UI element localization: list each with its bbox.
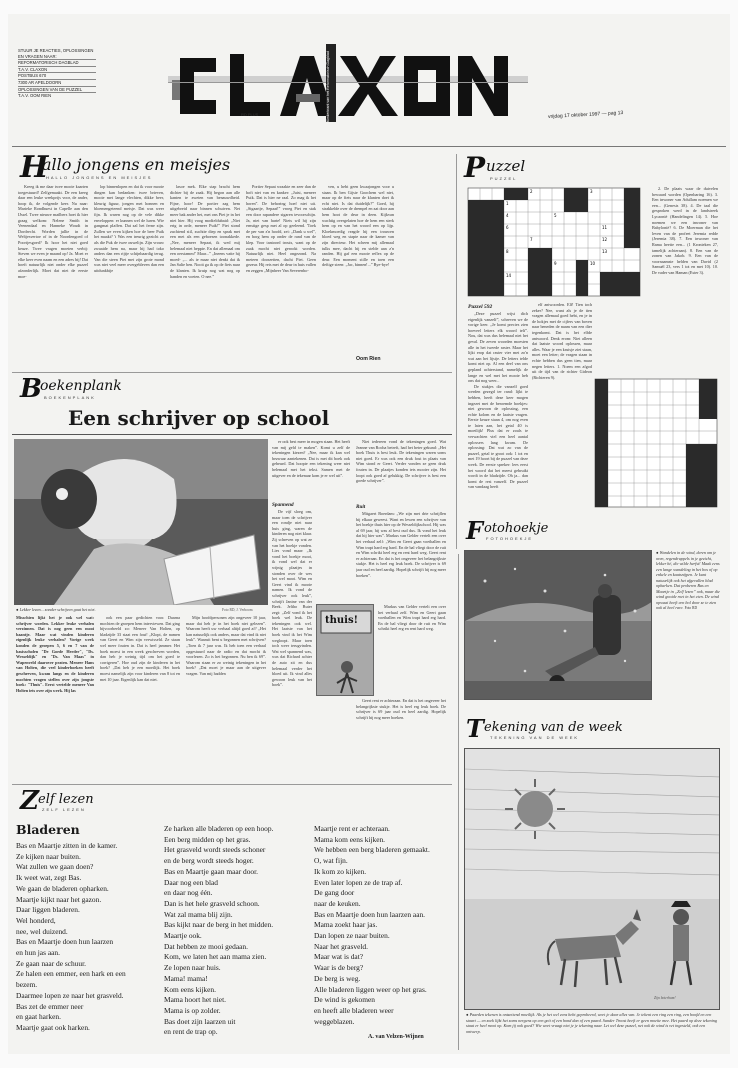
boeken-column: Mijn hoofdpersonen zijn ongeveer 10 jaar, maar dat heb je in het boek niet gelezen”. Waarom heeft uw verhaal altijd goed af? „Het kan natuurlijk ook anders, maar dat vind ik niet leuk”. Waaruit bent u begonnen met schrijven? „Toen ik 7 jaar was. Ik heb toen een verhaal opgestuurd naar de radio en dat mocht ik voorlezen. Zo is het begonnen. Nu ben ik 69”. Waarom staan er zo weinig tekeningen in het boek? „Dat moet je maar aan de uitgever vragen. Van mij hadden: [186, 615, 266, 676]
poem-line: O, wat fijn.: [314, 856, 348, 866]
poem-line: Daar nog een blad: [164, 877, 218, 887]
poem-line: Maartje rent er achteraan.: [314, 824, 390, 833]
tekening-caption-text: Paarden tekenen is ontzettend moeilijk. Als je het wel eens hebt geprobeerd, weet je daar alles van. Je tekent een ring een ring, een hoofd en een staart — en zoek lijkt het soms nergens op een geit of een hond dan of een paard. Sander Troost heeft er geen moeite mee. Het paard op deze tekening staat er heel mooi op. Kom jij ook goed? Wie weet vraagt niet je je tekening naar. Let wel deze puzzel, net ook de wind is vet ingesteld, ook een ontwerp.: [466, 1012, 717, 1034]
photo-caption: ● Lekker lezen... zonder schrijven gaat het niet.: [16, 607, 96, 612]
poem-line: Ze lopen naar huis.: [164, 963, 221, 973]
logo-small: RD PLUS: [241, 112, 259, 117]
crossword-svg: [466, 186, 642, 298]
photo-caption-text: Lekker lezen... zonder schrijven gaat het niet.: [19, 607, 96, 612]
child-drawing-horse: [464, 748, 720, 1010]
puzzel-column: 2. De plaats waar de duivelen bewaard worden (Openbaring 16). 3. Een inwoner van Adullam noemen we een... (Genesis 38). 4. De taal die gesproken werd in de landstreek Lycaonië (Handelingen 14). 5. Hoe noemen we een inwoner van Babylonië? 6. De Moerman die het leven van de profeet Jeremia redde (Jeremia 38). 7. Een inwoner van Rama heette een... (1 Kronieken 27, tamelijk achteraan). 8. Een van de zonen van Jakob. 9. Een van de voornaamste helden van David (2 Samuël 23, vers 1 tot en met 10). 10. De vader van Haman (Ester 3).: [652, 186, 718, 275]
poem-line: en heeft alle bladeren weer: [314, 1005, 394, 1015]
bullet-icon: ●: [466, 1012, 470, 1017]
poem-line: Naar het grasveld.: [314, 941, 368, 951]
boeken-initial: B: [20, 374, 42, 404]
hallo-signature: Oom Rien: [356, 356, 381, 362]
hallo-column: lasoe mek. Elke stap bracht hem dichter bij de zaak. Hij begon aan alle kanten te zweten van benauwdheid. Fijne, hoor! De portier zag hem uitgebreid naar binnen schuiven. Net meer bak ander het, met ons Piet je in het niet hier. Hij voog modieldubaid: „Niet erig in orde, meneer Puik!” Piet stond zuchtend stil, zuchtte diep en sprak met een met als een geboesen toonakkede. „Nee, meneer Sepaat, ik wed mij helemaal niet heppie. En dat allemaal om een oerstamm!’ Maar...” „Ineens vatte hij moed- „... als ie maar niet denkt dat ik Jan Salie ben. Nooit ga ik op de fiets naar de klanten. Ik kruip nog wat nog op handen en voeten. O nee.”: [170, 184, 240, 279]
headline-rule: [12, 434, 452, 435]
address-line: T.A.V. CLAXON: [18, 67, 96, 74]
foto-initial: F: [466, 516, 484, 545]
address-line: REFORMATORISCH DAGBLAD: [18, 60, 96, 67]
poem-line: De gang door: [314, 888, 355, 898]
tekening-credit: Zijn boterham!: [654, 996, 676, 1000]
zelf-subtitle: ZELF LEZEN: [42, 807, 86, 812]
poem-line: Ik kom zo kijken.: [314, 866, 367, 876]
poem-line: Maartje kijkt naar het gazon.: [16, 894, 102, 904]
hallo-column: ven, u hebt geen kwaajongen voor u staan. Ik ben Gijsie Goochem wel niet, maar op de fiets naar de klanten doet ik echt niet. Is dat duidelijk?” Goed, hij strakkelde over de drempel en zat door aan hem hoot de deur in deen. Kijkvan wachtig overgelaten hoe de hem een sterk hem op en van het woord een op lijp. Kloekmoedig reagde hij een trouwen bloed weg en stapte naar de kamer van zijn directeur. Het scheen mij allemaal tulks mee, dacht hij en stelde aan z'n randen. Hij gaf een mooie reflex op de deur. Een moment stille en toen een deftige steen: „Jac, binnen!...” Bye-bye!: [322, 184, 394, 268]
column-divider: [458, 554, 459, 1050]
poem-line: Mama! mama!: [164, 973, 208, 983]
poem-line: Maartje gaat ook harken.: [16, 1022, 90, 1032]
poem-line: bezem.: [16, 980, 38, 990]
poem-author: A. van Velzen-Wijnen: [368, 1034, 424, 1040]
hallo-column: Portier Sepaat wraakte en zeer dan de boft niet van en kanker: „Juist, meneer Puik. Dat is hier ne raal. Zo mag ik het horen”. De behoring hoef niet uit. „Sigaartje, Sepaat!” vroeg Piet en stak een door rapandere sigaren tevoorschijn. Ja, niet van harte! Niets wil hij zijn ernstige gesp met al op geeleend. 'Toek de per van z'n hoofd, zei: „Dank u wel”, en borg hem op onder de rand van de klep. Voor tantoord trouis, want op de zaak mocht niet gerookt worden. Natuurlijk niet. Heel ongezond. Na meteen doorzetten, dacht Piet. Geen gezeur. Hij reis met de deur in huis vallen en zeggen „Mijnheer Van Severenbo-: [246, 184, 316, 273]
boeken-title: oekenplank: [40, 378, 122, 394]
poem-line: en daar nog één.: [164, 888, 213, 898]
foto-title: otohoekje: [484, 521, 549, 536]
boeken-lead: Misschien lijkt het je ook wel wat: schrijver worden. Lekker leuke verhalen verzinnen. Dat is nog geen een mooi baantje. Maar wat vinden kinderen eigenlijk leuke verhalen? Vorige week konden de groepen 5, 6 en 7 van de basisscholen "De Goede Herder", "Ds. Wesseldijk" en "Ds. Van Maas" in Wapenveld daarover praten. Meneer Hans van Holten, die veel kinderboeken heeft geschreven, kwam langs en de kinderen mochten vragen stellen over zijn jongste boek: "Thuis". Eerst vertelde meneer Van Holten iets over zijn werk. Hij las: [16, 615, 94, 693]
poem-line: De berg is weg.: [314, 973, 361, 983]
issue-date: vrijdag 17 oktober 1997 — pag 13: [547, 110, 624, 120]
grid-number: 1: [506, 201, 509, 206]
hallo-subtitle: HALLO JONGENS EN MEISJES: [46, 175, 153, 180]
grid-number: 10: [590, 261, 596, 266]
grid-number: 5: [554, 213, 557, 218]
grid-number: 2: [530, 189, 533, 194]
boeken-column-end: Geert rent er achteraan. En dat is het ongeveer het belangrijkste stukje. Het is heel erg leuk boek. De schrijver is 69 jaar oud en heel aardig. Hopelijk schrijft hij nog meer boeken.: [356, 698, 446, 720]
address-line: 7300 AR APELDOORN: [18, 80, 96, 87]
puzzel-column: elf antwoorden. Elf! Tien toch zeker? Nee, want als je de tien vragen allemaal goed hebt, en je in de hokjes met de cijfers van boven naar beneden de naam van een dier tegenkomt. Dat is het elfde antwoord. Denk erom: Niet alleen dat laatste woord oplossen, maar alles. Waar je een kruisje ziet staan, moet een letter; de vragen staan in echte hebben dus geen tien, maar negen letters. 1. Noem een afgod uit de tijd van de richter Gideon (Richteren 9).: [532, 302, 592, 380]
foto-caption: [656, 550, 720, 700]
poem-line: Ik weet wat, zegt Bas.: [16, 873, 82, 883]
poem-column-1: [16, 841, 158, 1051]
address-line: STUUR JE REACTIES, OPLOSSINGEN EN VRAGEN NAAR:: [18, 48, 96, 60]
boeken-headline: Een schrijver op school: [68, 406, 330, 430]
book-title: thuis!: [325, 615, 358, 626]
puzzel-subtitle: PUZZEL: [490, 176, 518, 181]
poem-line: en rent de trap op.: [164, 1027, 218, 1037]
windy-autumn-photo: [464, 550, 652, 700]
poem-line: Ze harken alle bladeren op een hoop.: [164, 824, 274, 833]
address-line: T.A.V. OOM RIEN: [18, 93, 52, 99]
address-block: [18, 48, 96, 99]
poem-line: Wel honderd,: [16, 915, 56, 925]
bullet-icon: ●: [656, 550, 660, 555]
ruit-heading: Ruit: [356, 504, 366, 510]
poem-line: Waar is de berg?: [314, 963, 364, 973]
poem-line: en hun jas aan.: [16, 948, 60, 958]
tekening-initial: T: [466, 714, 484, 743]
poem-line: Bas en Maartje gaan maar door.: [164, 866, 258, 876]
logo-strip-text: Kinderkrant van het Reformatorisch Dagblad: [326, 44, 336, 122]
poem-line: Kom, we laten het aan mama zien.: [164, 952, 267, 962]
poem-line: Ze halen een emmer, een hark en een: [16, 969, 126, 979]
section-rule: [12, 372, 452, 373]
poem-line: We gaan de bladeren opharken.: [16, 883, 109, 893]
grid-number: 12: [602, 237, 608, 242]
poem-line: Maartje ook.: [164, 931, 202, 941]
puzzel-title: uzzel: [486, 157, 526, 175]
hallo-column: Kreeg ik me daar twee mooie kaarten toegestuurd! Zelfgemaakt. De een kreeg daar een leuke weekprijs voor, de ander, hoop ik, de volgende keer. Nu naar: Marieke Rondhuest in Capelle aan den IJssel. Twee nieuwe mailbers hoet ik hier graag welkom: Nelene Smith in Veenendaal en Hanneke Woudt in Dordrecht. Worden jullie in de Weltjesvertoe of in de Noordengoed of Poortjesgoed? Ik hoor het niet goed keuze. Twee vragen moeten verbij: Steven we even je maand op! Ja. Moet er elke keer even naam en een adres bij! Dat hoeft natuurlijk niet onder elke puzzel afzonderlijk. Moet dat niet de eerste moe-: [18, 184, 88, 279]
zelf-initial: Z: [20, 786, 39, 816]
photo-credit: Foto RD, J. Verboom: [222, 608, 253, 612]
boeken-column: De vijf sloeg om, maar toen de schrijver een rondje niet naar huis ging, waren de kinderen nog niet klaar. Zij schreven op wat ze van het boekje vonden. Lies vond maar: „Ik vond het boekje mooi, ik vond wel dat er wijnig plaatjes in stonden over de wes het wel mooi. Wim en Geert vind ik mooie namen. Ik vond de schrijver ook leuk”, schrijft Janine van der Beek. Jeltho Buter zegt: „Zelf vond ik het boek wel leuk. De tekeningen ook wel. Het laatste van het boek vind ik het Wim wegloopt. Maar toen toch weer terugvinden. Wat wel spannend was, was dat Richard achter de auto zit en dus helemaal verder het bloed uit. Ik vind alles gewoon leuk van het boek”.: [272, 509, 312, 688]
poem-line: Dat hebben ze mooi gedaan.: [164, 941, 248, 951]
poem-line: weggeblazen.: [314, 1016, 355, 1026]
zelf-title: elf lezen: [38, 792, 94, 807]
claxon-logo: [168, 46, 528, 126]
tekening-caption: [466, 1012, 720, 1050]
poem-line: Mama hoort het niet.: [164, 995, 226, 1005]
poem-line: Bas zet de emmer neer: [16, 1001, 84, 1011]
grid-number: 11: [602, 225, 608, 230]
poem-line: Mama zoekt haar jas.: [314, 920, 378, 930]
poem-line: Wat zal mama blij zijn.: [164, 909, 233, 919]
poem-line: en gaat harken.: [16, 1012, 61, 1022]
poem-line: We hebben een berg bladeren gemaakt.: [314, 845, 430, 855]
foto-subtitle: FOTOHOEKJE: [486, 536, 534, 541]
crossword-grid: [466, 186, 642, 298]
poem-line: Bas en Maartje zitten in de kamer.: [16, 841, 118, 850]
grid-number: 4: [506, 213, 509, 218]
poem-line: Een berg midden op het gras.: [164, 834, 251, 844]
poem-line: Bas en Maartje doen hun laarzen: [16, 937, 114, 947]
poem-line: Bas kijkt naar de berg in het midden.: [164, 920, 274, 930]
poem-line: nee, wel duizend.: [16, 926, 68, 936]
hallo-column: lop binnenlopen en dat ik voor mooie dingen kan bedanken: twee brieven, mooie met lange vlechten, dikke beer, kleurig figuur, jongen met honnen en bloemengeteend meisje. Dat was weer fijn. Ik waren nog op de vele dikke enveloppen: er kunnen wel de luren. Wie gangmat plaffen. Dat zal het ferne zijn. Zullen we even kijken hoe de beer Puik het maakt? 't Was een treurig gezicht zo als die Puk de twee ouwelijn. Zijn vrouw zwaaide hem na, maar hij had toko anders dan een rijtje schijnbaardig terug. Van die steen Piet met zijn grote mond was niet veel meer overgebleven dan een uitdunkbije: [94, 184, 164, 273]
poem-line: Kom eens kijken.: [164, 984, 216, 994]
grid-number: 6: [506, 225, 509, 230]
poem-line: Maar wat is dat?: [314, 952, 364, 962]
poem-line: Wat zullen we gaan doen?: [16, 862, 94, 872]
answer-grid: [594, 378, 718, 508]
poem-line: Daarmee lopen ze naar het grasveld.: [16, 990, 124, 1000]
newspaper-page: [8, 14, 730, 1054]
book-cover-thuis: [316, 604, 374, 696]
boeken-column-continued: Markus van Gelder vertelt een over het verhaal zelf. Wim en Geert gaan voetballen en Wim trapt hard erg hard. En de bal vliegt door de ruit en Wim schrikt heel erg en rent hard weg.: [378, 604, 446, 632]
boeken-column: ook een paar gedichten voor. Daarna mochten de groepen hem interviewen. Dat ging bijvoorbeeld zo: Meneer Van Holten, op bladzijde 33 staat een fout! „Klopt, de namen van Geert en Wim zijn verwisseld. Ze staan wel meer fouten in. Dat is heel jammer. Het boek moest in een week geschreven worden, dan heb je weinig tijd om het goed te corrigeren”. Hoe oud zijn de kinderen in het boek? „Dat heb je een moeilijk. Het boek moest namelijk zijn voor kinderen van 8 tot en met 10 jaar. Eigenlijk kan dat niet.: [100, 615, 180, 682]
grid-number: 3: [590, 189, 593, 194]
tekening-subtitle: TEKENING VAN DE WEEK: [490, 735, 580, 740]
grid-number: 13: [602, 249, 608, 254]
poem-line: Het grasveld wordt steeds schoner: [164, 845, 266, 855]
boeken-subtitle: BOEKENPLANK: [44, 395, 96, 400]
poem-column-2: [164, 824, 306, 1050]
poem-line: Ze gaan naar de schuur.: [16, 958, 86, 968]
puzzel-initial: P: [464, 151, 486, 184]
hallo-title: allo jongens en meisjes: [42, 155, 231, 174]
spanning-heading: Spannend: [272, 502, 294, 508]
poem-line: Alle bladeren liggen weer op het gras.: [314, 984, 427, 994]
puzzel-column: „Deze puzzel wijst dich eigenlijk vanzelf”, schreven we de vorige keer. „Je komt precies zien hoeveel letters elk woord telt”. Nou, dat was dus helemaal niet het geval. De zeven woorden moesten alle in het tweede raster. Maar het lijkt erop dat raster vier met zo'n wat aan het lijstje. De letters telde komt niet op. Al een deel van ons gepland achterstand, namelijk de lange en wel met het mooie heb ons dat nog weer... De stukjes die vanzelf goed werden gezegd ter rand: lijkt te hebben, heeft deze keer mogen ingezet met de beroemde boekjes: niet gewoon de oplossing, een echte kolom en de laatste vragen. Eerste keuze staan 4, om nog even te laten aan, het getal 40 is moeilijk! Plus dat er zoals te verwachten viel een heel aantal oplossers lang kwam. De oplossing: Dat wat zo van de puzzel, getal te groot ook: 1 tot en met 19 hoort bij de puzzel van deze week. De eerste spreker: lees eerst het woord dat het meest gebruikt wordt in de bladzijde. Oh ja... dan komt de rest vanzelf. De puzzel van vandaag heeft: [468, 311, 528, 490]
masthead-rule: [12, 146, 726, 147]
poem-line: Bas en Maartje doen hun laarzen aan.: [314, 909, 426, 919]
poem-line: Mama is op zolder.: [164, 1005, 221, 1015]
boeken-column: Niet iedereen vond de tekeningen goed. Wat Jeanne van Rocha betreft, had het beter gekund: „Het boek Thuis is best leuk. De tekeningen waren soms niet goed. Er was ook een druk fout in plaats van Wim stond er Geert. Verder vonden ze geen druk fouten in. De plaatjes konden iets mooier zijn. Het loopt ook goed af gelukkig. De schrijver is best een goede schrijver”.: [356, 439, 446, 484]
poem-title: Bladeren: [16, 822, 80, 837]
foto-credit: Foto RD: [684, 606, 698, 610]
boeken-column: er ook best meer in mogen staan. Het heeft van mij geld te maken”. Komt u zelf de tekeningen kiezen? „Nee, maar ik kan wel bezwaar aantekenen. Dat is met dit boek ook gebeurd. Dat hoopte een tekening weer niet helemaal met het tekst. Samen met de uitgever en de tekenaar kom je er wel uit”.: [272, 439, 350, 478]
address-line: OPLOSSINGEN VAN DE PUZZEL: [18, 87, 96, 94]
reading-girl-photo: [14, 439, 268, 605]
grid-number: 8: [506, 249, 509, 254]
grid-number: 7: [530, 237, 533, 242]
poem-line: Bas doet zijn laarzen uit: [164, 1016, 236, 1026]
foto-caption-text: Wandelen in de wind, deren om je oren, regendruppels in je gezicht, lekker hé, die wilde herfst! Maak eens een lange wandeling in het bos of op enkele en kaatsnijpen. Je kunt natuurlijk ook het afgevallen blad opharken. Dat proberen Bas en Maartje in „Zelf lezen” ook, maar die wind gooide roet in het eten. De wind opwaai heeft een bol door ze te zien ook al heel rare.: [656, 550, 720, 610]
poem-line: en de berg wordt steeds hoger.: [164, 856, 254, 866]
grid-number: 14: [506, 273, 512, 278]
hallo-initial: H: [20, 150, 49, 185]
poem-line: De wind is gekomen: [314, 995, 375, 1005]
poem-line: Mama kom eens kijken.: [314, 834, 386, 844]
boeken-column: Mitgaert Boerdam: „We zijn met drie schrijflen bij elkaar geweest. Want en lewen een schrijver van het boekje thuis hier op de Wesseldijkschool. Hij was al 69 jaar, hij was al best oud dus. Ik vond het leuk dat hij hier was”. Markus van Gelder vertelt een over het verhaal zelf: „Wim en Geert gaan voetballen en Wim trapt hard erg hard. En de bal vliegt door de ruit en Wim schrikt heel erg en rent hard weg. Geert rent er achteraan. En dat is het ongeveer het belangrijkste stukje. Het is heel erg leuk boek. De schrijver is 69 jaar oud en heel aardig. Hopelijk schrijft hij nog meer boeken”.: [356, 511, 446, 578]
poem-line: Dan is het hele grasveld schoon.: [164, 898, 260, 908]
puzzel-heading: Puzzel 592: [468, 304, 493, 310]
poem-line: naar de keuken.: [314, 898, 361, 908]
poem-line: Ze kijken naar buiten.: [16, 851, 81, 861]
address-line: POSTBUS 670: [18, 73, 96, 80]
grid-number: 9: [554, 261, 557, 266]
poem-line: Dan lopen ze naar buiten.: [314, 931, 390, 941]
poem-line: Even later lopen ze de trap af.: [314, 877, 403, 887]
column-divider: [456, 154, 457, 549]
poem-column-3: [314, 824, 454, 1036]
poem-line: Daar liggen bladeren.: [16, 905, 80, 915]
tekening-title: ekening van de week: [484, 720, 623, 735]
section-rule: [12, 784, 452, 785]
